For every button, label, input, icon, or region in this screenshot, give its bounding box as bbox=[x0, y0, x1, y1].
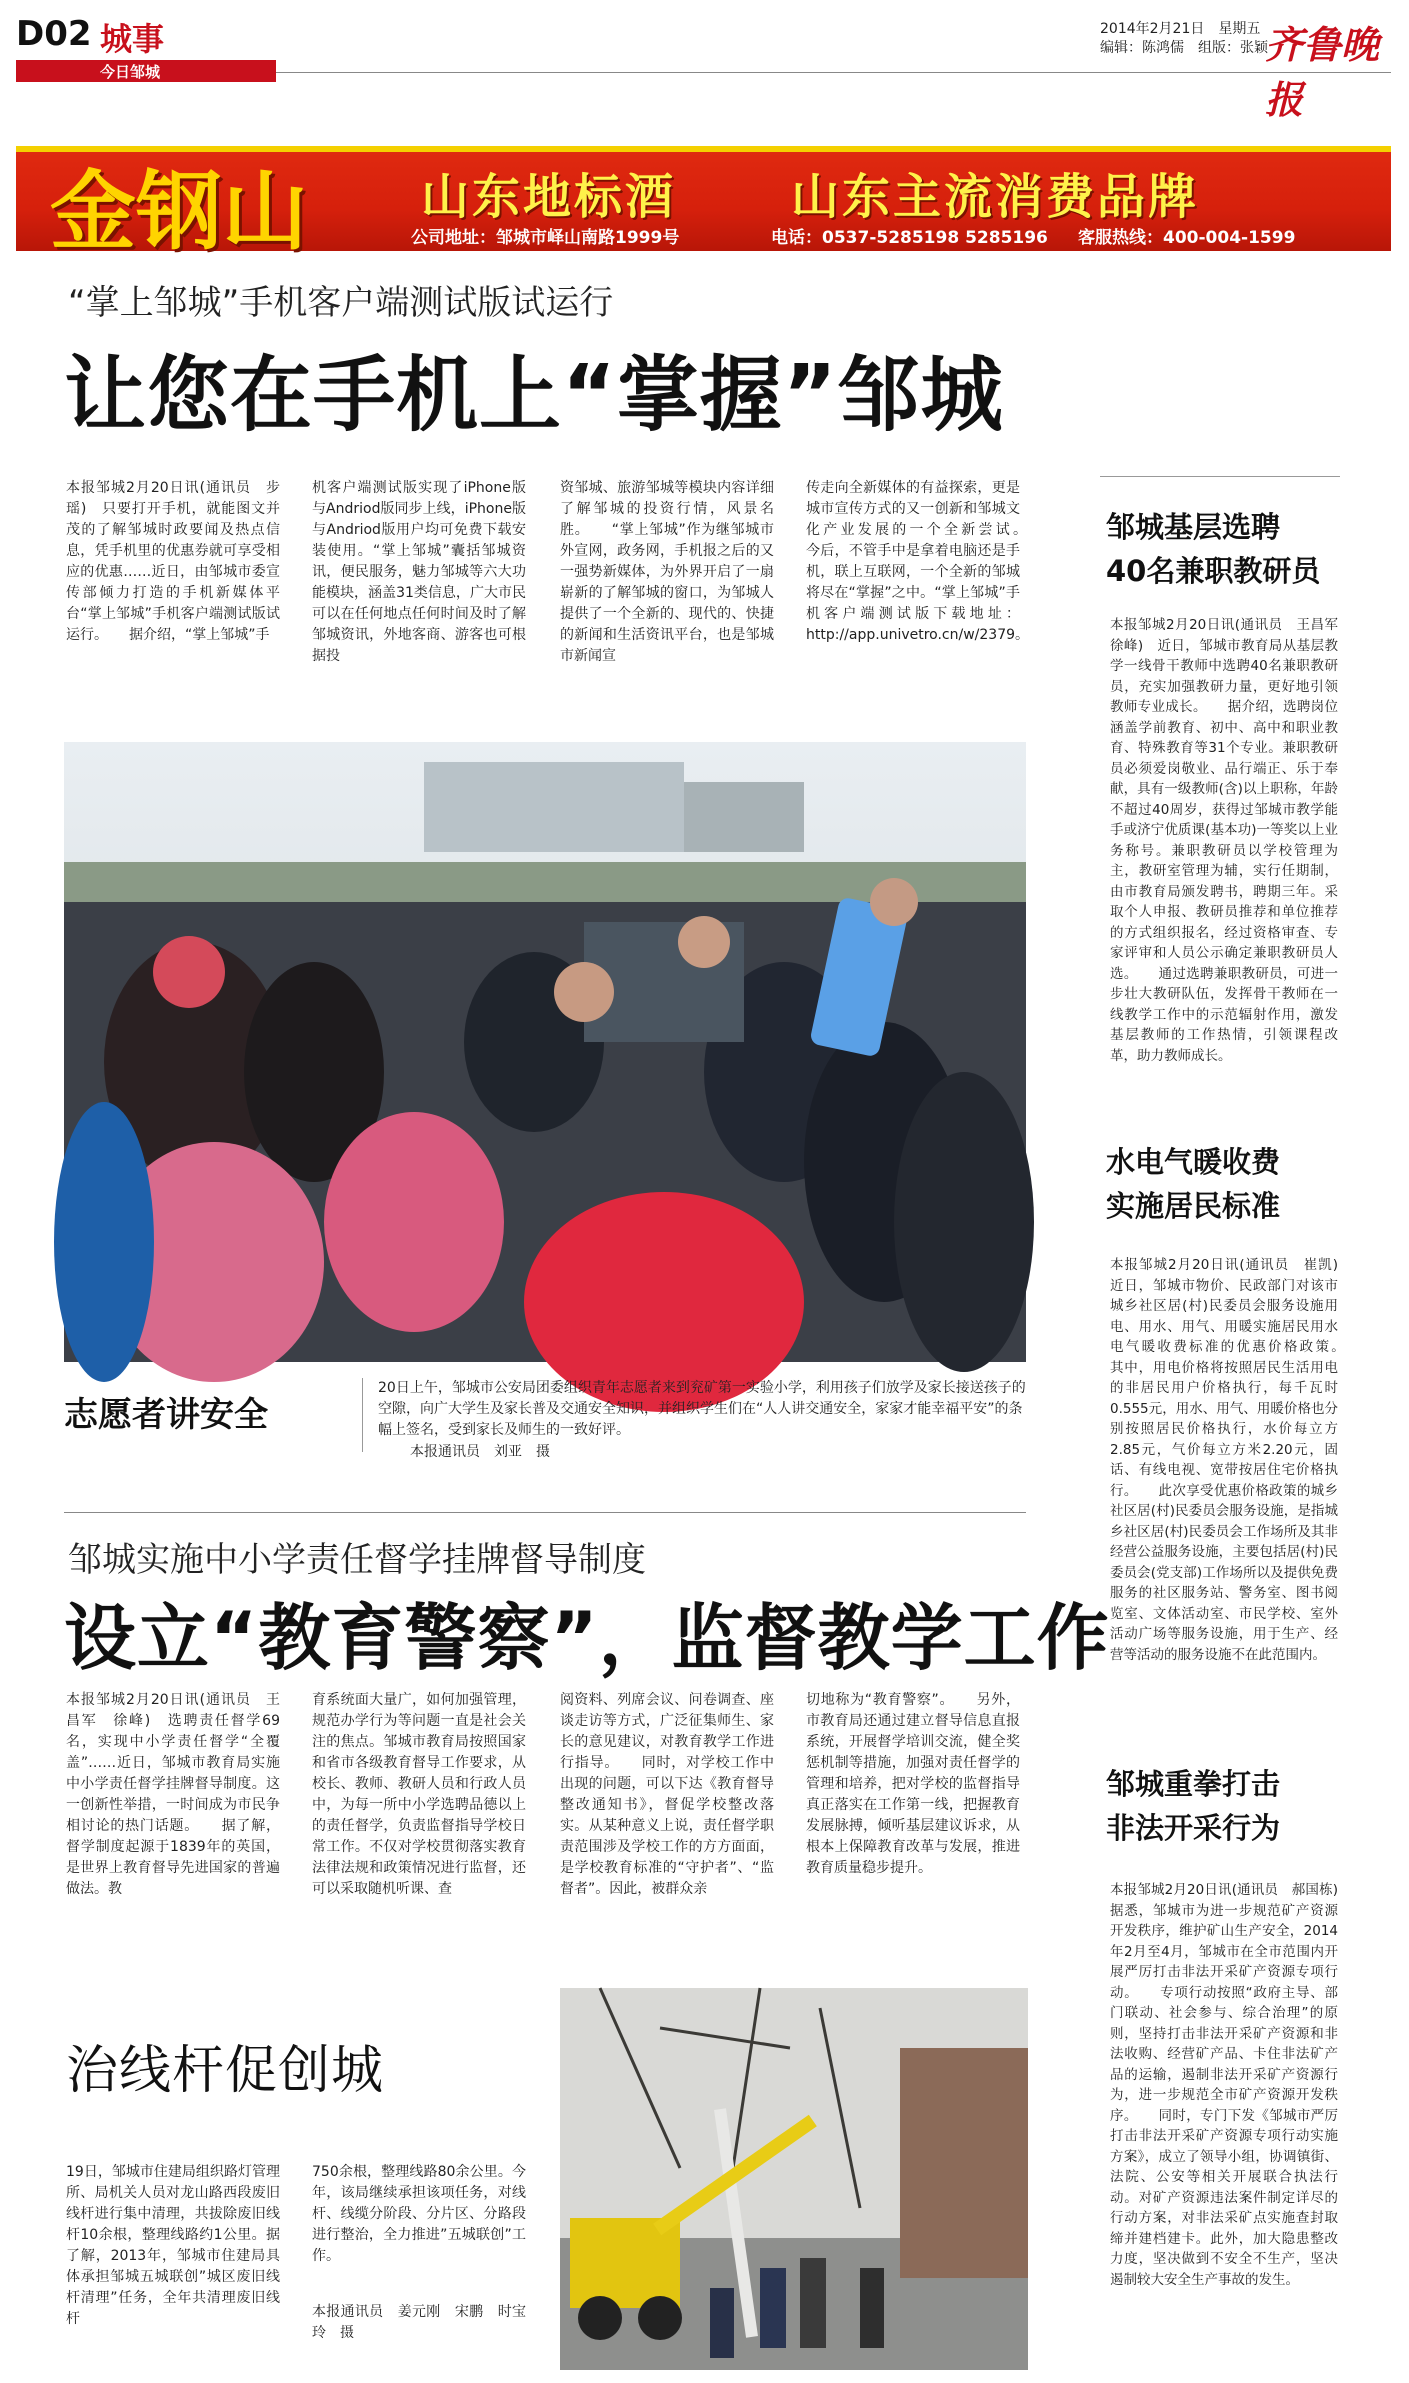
lead-kicker: “掌上邹城”手机客户端测试版试运行 bbox=[68, 283, 614, 323]
sidebar-1-title-line1: 邹城基层选聘 bbox=[1106, 510, 1281, 544]
lamppost-photo bbox=[560, 1988, 1028, 2370]
lead-col-4: 传走向全新媒体的有益探索，更是城市宣传方式的又一创新和邹城文化产业发展的一个全新尝试。 今后，不管手中是拿着电脑还是手机，联上互联网，一个全新的邹城将尽在“掌握”之中。“掌上邹城”手机客户端测试版下载地址：http://app.univetro.cn/w/2379。 bbox=[806, 480, 1048, 643]
story3-col-2: 750余根，整理线路80余公里。今年，该局继续承担该项任务，对线杆、线缆分阶段、分片区、分路段进行整治，全力推进”五城联创”工作。 bbox=[312, 2164, 526, 2264]
ad-banner bbox=[16, 146, 1391, 262]
sidebar-2-title-line1: 水电气暖收费 bbox=[1106, 1145, 1281, 1179]
sidebar-3-title-line2: 非法开采行为 bbox=[1106, 1811, 1281, 1845]
ad-hotline: 客服热线：400-004-1599 bbox=[1078, 228, 1296, 248]
ad-slogan-1: 山东地标酒 bbox=[421, 169, 677, 225]
sidebar-rule-top bbox=[1100, 476, 1340, 477]
lead-col-3: 资邹城、旅游邹城等模块内容详细了解邹城的投资行情，风景名胜。 “掌上邹城”作为继邹城市外宣网，政务网，手机报之后的又一强势新媒体，为外界开启了一扇崭新的了解邹城的窗口，为邹城人提供了一个全新的、现代的、快捷的新闻和生活资讯平台，也是邹城市新闻宣 bbox=[560, 480, 774, 664]
story2-col-3: 阅资料、列席会议、问卷调查、座谈走访等方式，广泛征集师生、家长的意见建议，对教育教学工作进行指导。 同时，对学校工作中出现的问题，可以下达《教育督导整改通知书》，督促学校整改落实。从某种意义上说，责任督学职责范围涉及学校工作的方方面面，是学校教育标准的“守护者”、“监督者”。因此，被群众亲 bbox=[560, 1692, 774, 1897]
story2-col-2: 育系统面大量广，如何加强管理，规范办学行为等问题一直是社会关注的焦点。邹城市教育局按照国家和省市各级教育督导工作要求，从校长、教师、教研人员和行政人员中，为每一所中小学选聘品德以上的责任督学，负责监督指导学校日常工作。不仅对学校贯彻落实教育法律法规和政策情况进行监督，还可以采取随机听课、查 bbox=[312, 1692, 526, 1897]
volunteer-photo bbox=[64, 742, 1026, 1362]
section-rule-1 bbox=[64, 1512, 1026, 1513]
lead-headline: 让您在手机上“掌握”邹城 bbox=[64, 348, 1004, 443]
photo1-title: 志愿者讲安全 bbox=[64, 1395, 268, 1435]
section-title: 城事 bbox=[100, 20, 165, 58]
story2-kicker: 邹城实施中小学责任督学挂牌督导制度 bbox=[68, 1540, 646, 1580]
sidebar-3-title-line1: 邹城重拳打击 bbox=[1106, 1767, 1281, 1801]
header-rule bbox=[276, 72, 1391, 73]
editor-line: 编辑：陈鸿儒 组版：张颖 bbox=[1100, 40, 1268, 56]
photo1-credit: 本报通讯员 刘亚 摄 bbox=[410, 1444, 550, 1460]
sidebar-3-title bbox=[1106, 1762, 1280, 1850]
ad-phone: 电话：0537-5285198 5285196 bbox=[771, 228, 1048, 248]
sidebar-2-title-line2: 实施居民标准 bbox=[1106, 1189, 1281, 1223]
story3-credit: 本报通讯员 姜元刚 宋鹏 时宝玲 摄 bbox=[312, 2304, 526, 2341]
ad-logo: 金钢山 bbox=[50, 161, 308, 262]
sidebar-2-title bbox=[1106, 1140, 1280, 1228]
subsection-label: 今日邹城 bbox=[100, 63, 161, 81]
paper-name: 齐鲁晚报 bbox=[1265, 22, 1380, 122]
ad-address: 公司地址：邹城市峄山南路1999号 bbox=[411, 228, 680, 248]
lead-col-2: 机客户端测试版实现了iPhone版与Andriod版同步上线，iPhone版与Andriod版用户均可免费下载安装使用。“掌上邹城”囊括邹城资讯，便民服务，魅力邹城等六大功能模块，涵盖31类信息，广大市民可以在任何地点任何时间及时了解邹城资讯，外地客商、游客也可根据投 bbox=[312, 480, 526, 664]
lead-col-1: 本报邹城2月20日讯(通讯员 步瑶) 只要打开手机，就能图文并茂的了解邹城时政要闻及热点信息，凭手机里的优惠券就可享受相应的优惠……近日，由邹城市委宣传部倾力打造的手机新媒体平台“掌上邹城”手机客户端测试版试运行。 据介绍，“掌上邹城”手 bbox=[66, 480, 280, 643]
story2-col-1: 本报邹城2月20日讯(通讯员 王昌军 徐峰) 选聘责任督学69名，实现中小学责任督学“全覆盖”……近日，邹城市教育局实施中小学责任督学挂牌督导制度。这一创新性举措，一时间成为市民争相讨论的热门话题。 据了解，督学制度起源于1839年的英国，是世界上教育督导先进国家的普遍做法。教 bbox=[66, 1692, 280, 1897]
sidebar-1-body: 本报邹城2月20日讯(通讯员 王昌军 徐峰) 近日，邹城市教育局从基层教学一线骨干教师中选聘40名兼职教研员，充实加强教研力量，更好地引领教师专业成长。 据介绍，选聘岗位涵盖学前教育、初中、高中和职业教育、特殊教育等31个专业。兼职教研员必须爱岗敬业、品行端正、乐于奉献，具有一级教师(含)以上职称，年龄不超过40周岁，获得过邹城市教学能手或济宁优质课(基本功)一等奖以上业务称号。兼职教研员以学校管理为主，教研室管理为辅，实行任期制，由市教育局颁发聘书，聘期三年。采取个人申报、教研员推荐和单位推荐的方式组织报名，经过资格审查、专家评审和人员公示确定兼职教研员人选。 通过选聘兼职教研员，可进一步壮大教研队伍，发挥骨干教师在一线教学工作中的示范辐射作用，激发基层教师的工作热情，引领课程改革，助力教师成长。 bbox=[1110, 617, 1352, 1064]
sidebar-1-title-line2: 40名兼职教研员 bbox=[1106, 554, 1321, 588]
photo1-divider bbox=[362, 1378, 363, 1452]
sidebar-2-body: 本报邹城2月20日讯(通讯员 崔凯) 近日，邹城市物价、民政部门对该市城乡社区居(村)民委员会服务设施用电、用水、用气、用暖实施居民用水电气暖收费标准的优惠价格政策。 其中，用电价格将按照居民生活用电的非居民用户价格执行，每千瓦时0.555元，用水、用气、用暖价格也分别按照居民价格执行，水价每立方2.85元，气价每立方米2.20元，固话、有线电视、宽带按居住宅价格执行。 此次享受优惠价格政策的城乡社区居(村)民委员会服务设施，是指城乡社区居(村)民委员会工作场所及其非经营公益服务设施，主要包括居(村)民委员会(党支部)工作场所以及提供免费服务的社区服务站、警务室、图书阅览室、文体活动室、市民学校、室外活动广场等服务设施，用于生产、经营等活动的服务设施不在此范围内。 bbox=[1110, 1257, 1365, 1663]
photo1-caption: 20日上午，邹城市公安局团委组织青年志愿者来到兖矿第一实验小学，利用孩子们放学及家长接送孩子的空隙，向广大学生及家长普及交通安全知识，并组织学生们在“人人讲交通安全，家家才能幸福平安”的条幅上签名，受到家长及师生的一致好评。 bbox=[378, 1380, 1026, 1438]
story2-col-4: 切地称为“教育警察”。 另外，市教育局还通过建立督导信息直报系统，开展督学培训交流，健全奖惩机制等措施，加强对责任督学的管理和培养，把对学校的监督指导真正落实在工作第一线，把握教育发展脉搏，倾听基层建议诉求，从根本上保障教育改革与发展，推进教育质量稳步提升。 bbox=[806, 1692, 1020, 1876]
story3-headline: 治线杆促创城 bbox=[66, 2041, 385, 2101]
page-number: D02 bbox=[16, 14, 92, 54]
story3-col-1: 19日，邹城市住建局组织路灯管理所、局机关人员对龙山路西段废旧线杆进行集中清理，共拔除废旧线杆10余根，整理线路约1公里。据了解，2013年，邹城市住建局具体承担邹城五城联创”城区废旧线杆清理”任务，全年共清理废旧线杆 bbox=[66, 2164, 280, 2327]
sidebar-1-title bbox=[1106, 505, 1320, 593]
lamppost-photo-graphic bbox=[560, 1988, 1028, 2370]
date-line: 2014年2月21日 星期五 bbox=[1100, 21, 1261, 37]
ad-slogan-2: 山东主流消费品牌 bbox=[791, 169, 1200, 225]
volunteer-photo-graphic bbox=[64, 742, 1026, 1362]
story2-headline: 设立“教育警察”，监督教学工作 bbox=[64, 1596, 1110, 1680]
sidebar-3-body: 本报邹城2月20日讯(通讯员 郝国栋) 据悉，邹城市为进一步规范矿产资源开发秩序，维护矿山生产安全，2014年2月至4月，邹城市在全市范围内开展严厉打击非法开采矿产资源专项行动。 专项行动按照“政府主导、部门联动、社会参与、综合治理”的原则，坚持打击非法开采矿产资源和非法收购、经营矿产品、卡住非法矿产品的运输，遏制非法开采矿产资源行为，进一步规范全市矿产资源开发秩序。 同时，专门下发《邹城市严厉打击非法开采矿产资源专项行动实施方案》，成立了领导小组，协调镇街、法院、公安等相关开展联合执法行动。对矿产资源违法案件制定详尽的行动方案，对非法采矿点实施查封取缔并建档建卡。此外，加大隐患整改力度，坚决做到不安全不生产，坚决遏制较大安全生产事故的发生。 bbox=[1110, 1882, 1352, 2288]
page-header bbox=[0, 0, 1409, 122]
